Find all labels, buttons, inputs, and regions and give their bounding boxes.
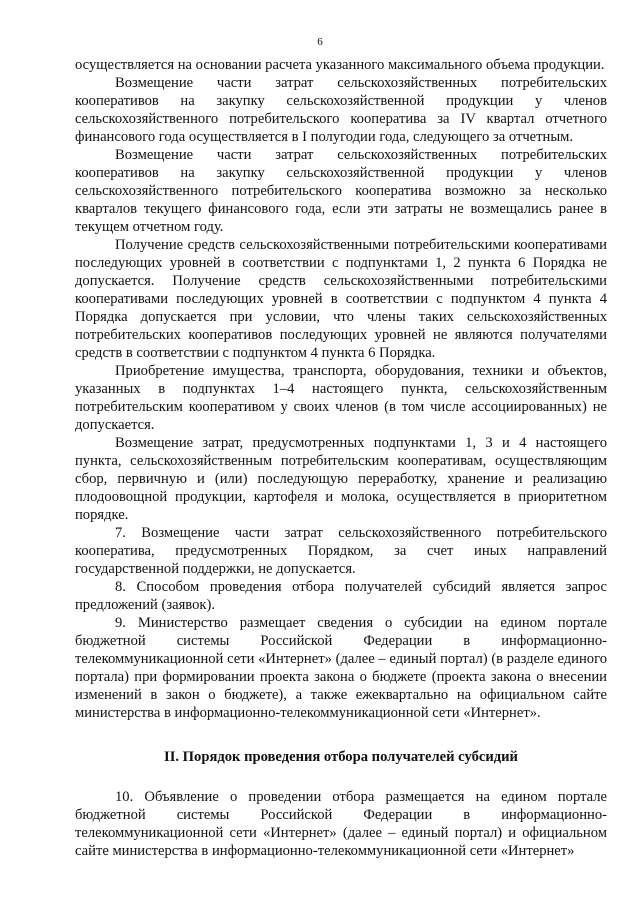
document-body xyxy=(75,56,607,860)
paragraph-priority-reimbursement: Возмещение затрат, предусмотренных подпунктами 1, 3 и 4 настоящего пункта, сельскохозяйственным потребительским кооперативам, осуществляющим сбор, первичную и (или) последующую переработку, хранение и реализацию плодоовощной продукции, картофеля и молока, осуществляется в приоритетном порядке. xyxy=(75,435,607,523)
paragraph-reimbursement-q4: Возмещение части затрат сельскохозяйственных потребительских кооперативов на закупку сельскохозяйственной продукции у членов сельскохозяйственного потребительского кооператива за IV квартал отчетного финансового года осуществляется в I полугодии года, следующего за отчетным. xyxy=(75,75,607,145)
paragraph-item-8: 8. Способом проведения отбора получателей субсидий является запрос предложений (заявок). xyxy=(75,579,607,613)
paragraph-item-10: 10. Объявление о проведении отбора размещается на едином портале бюджетной системы Российской Федерации в информационно-телекоммуникационной сети «Интернет» (далее – единый портал) и официальном сайте министерства в информационно-телекоммуникационной сети «Интернет» xyxy=(75,789,607,859)
page-number: 6 xyxy=(317,36,323,48)
paragraph-reimbursement-quarters: Возмещение части затрат сельскохозяйственных потребительских кооперативов на закупку сельскохозяйственной продукции у членов сельскохозяйственного потребительского кооператива возможно за несколько кварталов текущего финансового года, если эти затраты не возмещались ранее в текущем отчетном году. xyxy=(75,147,607,235)
section-heading: II. Порядок проведения отбора получателей субсидий xyxy=(164,749,518,765)
paragraph-item-9: 9. Министерство размещает сведения о субсидии на едином портале бюджетной системы Российской Федерации в информационно-телекоммуникационной сети «Интернет» (далее – единый портал) (в разделе единого портала) при формировании проекта закона о бюджете (проекта закона о внесении изменений в закон о бюджете), а также ежеквартально на официальном сайте министерства в информационно-телекоммуникационной сети «Интернет». xyxy=(75,615,607,721)
paragraph-higher-level-cooperatives: Получение средств сельскохозяйственными потребительскими кооперативами последующих уровней в соответствии с подпунктами 1, 2 пункта 6 Порядка не допускается. Получение средств сельскохозяйственными потребительскими кооперативами последующих уровней в соответствии с подпунктом 4 пункта 4 Порядка допускается при условии, что члены таких сельскохозяйственных потребительских кооперативов последующих уровней не являются получателями средств в соответствии с подпунктом 4 пункта 6 Порядка. xyxy=(75,237,607,361)
paragraph-item-7: 7. Возмещение части затрат сельскохозяйственного потребительского кооператива, предусмотренных Порядком, за счет иных направлений государственной поддержки, не допускается. xyxy=(75,525,607,577)
paragraph-property-acquisition: Приобретение имущества, транспорта, оборудования, техники и объектов, указанных в подпунктах 1–4 настоящего пункта, сельскохозяйственным потребительским кооперативом у своих членов (в том числе ассоциированных) не допускается. xyxy=(75,363,607,433)
paragraph-continuation: осуществляется на основании расчета указанного максимального объема продукции. xyxy=(75,57,605,73)
